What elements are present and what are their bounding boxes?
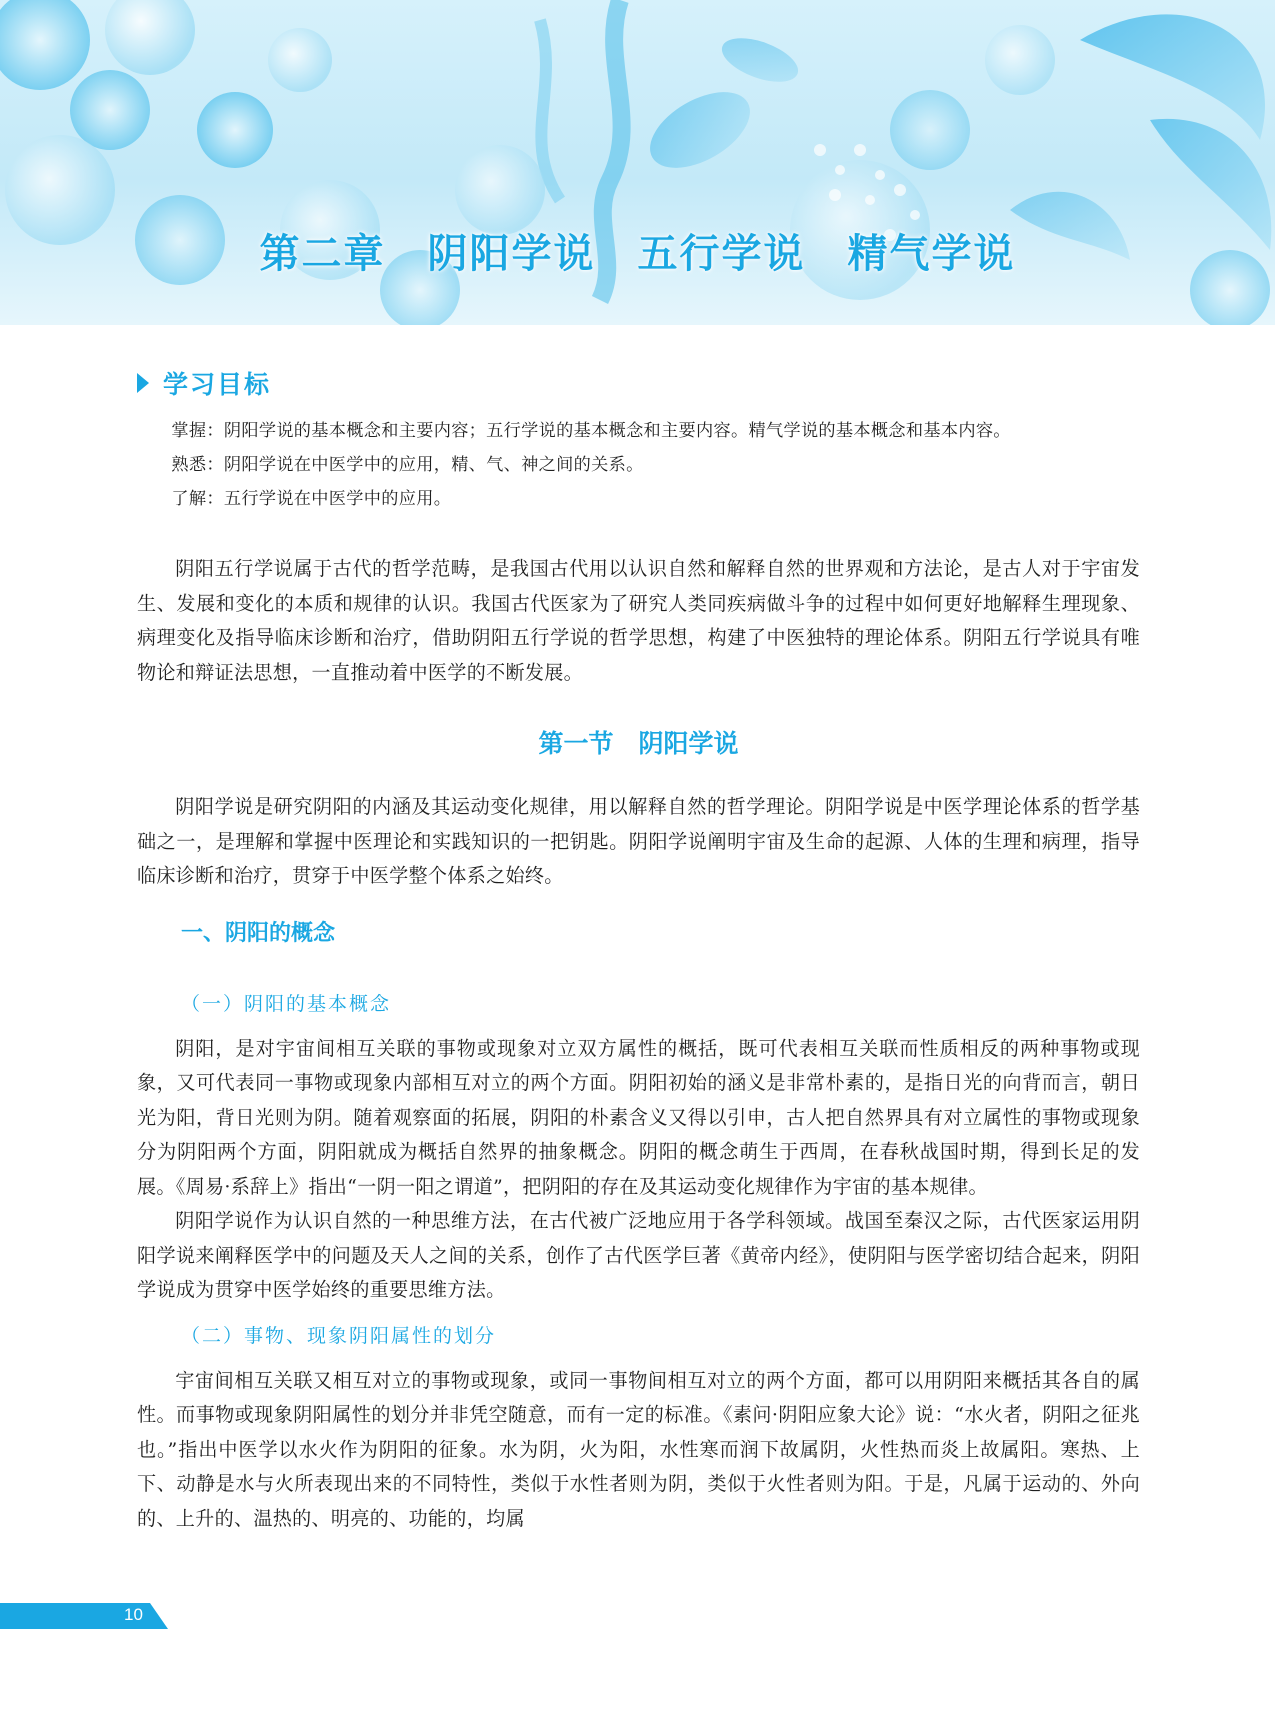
learning-objectives-list xyxy=(137,414,1140,516)
section-title: 第一节 阴阳学说 xyxy=(538,729,739,758)
paragraph: 阴阳学说作为认识自然的一种思维方法，在古代被广泛地应用于各学科领域。战国至秦汉之际，古代医家运用阴阳学说来阐释医学中的问题及天人之间的关系，创作了古代医学巨著《黄帝内经》，使阴阳与医学密切结合起来，阴阳学说成为贯穿中医学始终的重要思维方法。 xyxy=(137,1209,1140,1301)
learning-objectives-header xyxy=(137,360,1140,406)
objective-master: 掌握：阴阳学说的基本概念和主要内容；五行学说的基本概念和主要内容。精气学说的基本概念和基本内容。 xyxy=(171,421,1011,441)
triangle-bullet-icon xyxy=(137,373,149,393)
chapter-intro-paragraph: 阴阳五行学说属于古代的哲学范畴，是我国古代用以认识自然和解释自然的世界观和方法论，是古人对于宇宙发生、发展和变化的本质和规律的认识。我国古代医家为了研究人类同疾病做斗争的过程中如何更好地解释生理现象、病理变化及指导临床诊断和治疗，借助阴阳五行学说的哲学思想，构建了中医独特的理论体系。阴阳五行学说具有唯物论和辩证法思想，一直推动着中医学的不断发展。 xyxy=(137,557,1140,684)
section-intro-paragraph: 阴阳学说是研究阴阳的内涵及其运动变化规律，用以解释自然的哲学理论。阴阳学说是中医学理论体系的哲学基础之一，是理解和掌握中医理论和实践知识的一把钥匙。阴阳学说阐明宇宙及生命的起源、人体的生理和病理，指导临床诊断和治疗，贯穿于中医学整个体系之始终。 xyxy=(137,795,1140,887)
learning-objectives-title: 学习目标 xyxy=(163,370,272,399)
page-number: 10 xyxy=(124,1605,143,1624)
chapter-title: 第二章 阴阳学说 五行学说 精气学说 xyxy=(259,231,1016,277)
objective-understand: 了解：五行学说在中医学中的应用。 xyxy=(171,489,452,509)
objective-familiar: 熟悉：阴阳学说在中医学中的应用，精、气、神之间的关系。 xyxy=(171,455,644,475)
chapter-banner xyxy=(0,0,1275,325)
paragraph: 宇宙间相互关联又相互对立的事物或现象，或同一事物间相互对立的两个方面，都可以用阴阳来概括其各自的属性。而事物或现象阴阳属性的划分并非凭空随意，而有一定的标准。《素问·阴阳应象大论》说：“水火者，阴阳之征兆也。”指出中医学以水火作为阴阳的征象。水为阴，火为阳，水性寒而润下故属阴，火性热而炎上故属阳。寒热、上下、动静是水与火所表现出来的不同特性，类似于水性者则为阴，类似于火性者则为阳。于是，凡属于运动的、外向的、上升的、温热的、明亮的、功能的，均属 xyxy=(137,1368,1140,1530)
heading-yinyang-concept: 一、阴阳的概念 xyxy=(181,920,336,946)
paragraph: 阴阳，是对宇宙间相互关联的事物或现象对立双方属性的概括，既可代表相互关联而性质相反的两种事物或现象，又可代表同一事物或现象内部相互对立的两个方面。阴阳初始的涵义是非常朴素的，是指日光的向背而言，朝日光为阳，背日光则为阴。随着观察面的拓展，阴阳的朴素含义又得以引申，古人把自然界具有对立属性的事物或现象分为阴阳两个方面，阴阳就成为概括自然界的抽象概念。阴阳的概念萌生于西周，在春秋战国时期，得到长足的发展。《周易·系辞上》指出“一阴一阳之谓道”，把阴阳的存在及其运动变化规律作为宇宙的基本规律。 xyxy=(137,1036,1140,1198)
subheading-attribute-division: （二）事物、现象阴阳属性的划分 xyxy=(181,1324,497,1347)
page-content xyxy=(137,360,1140,1536)
subheading-basic-concept: （一）阴阳的基本概念 xyxy=(181,992,392,1015)
